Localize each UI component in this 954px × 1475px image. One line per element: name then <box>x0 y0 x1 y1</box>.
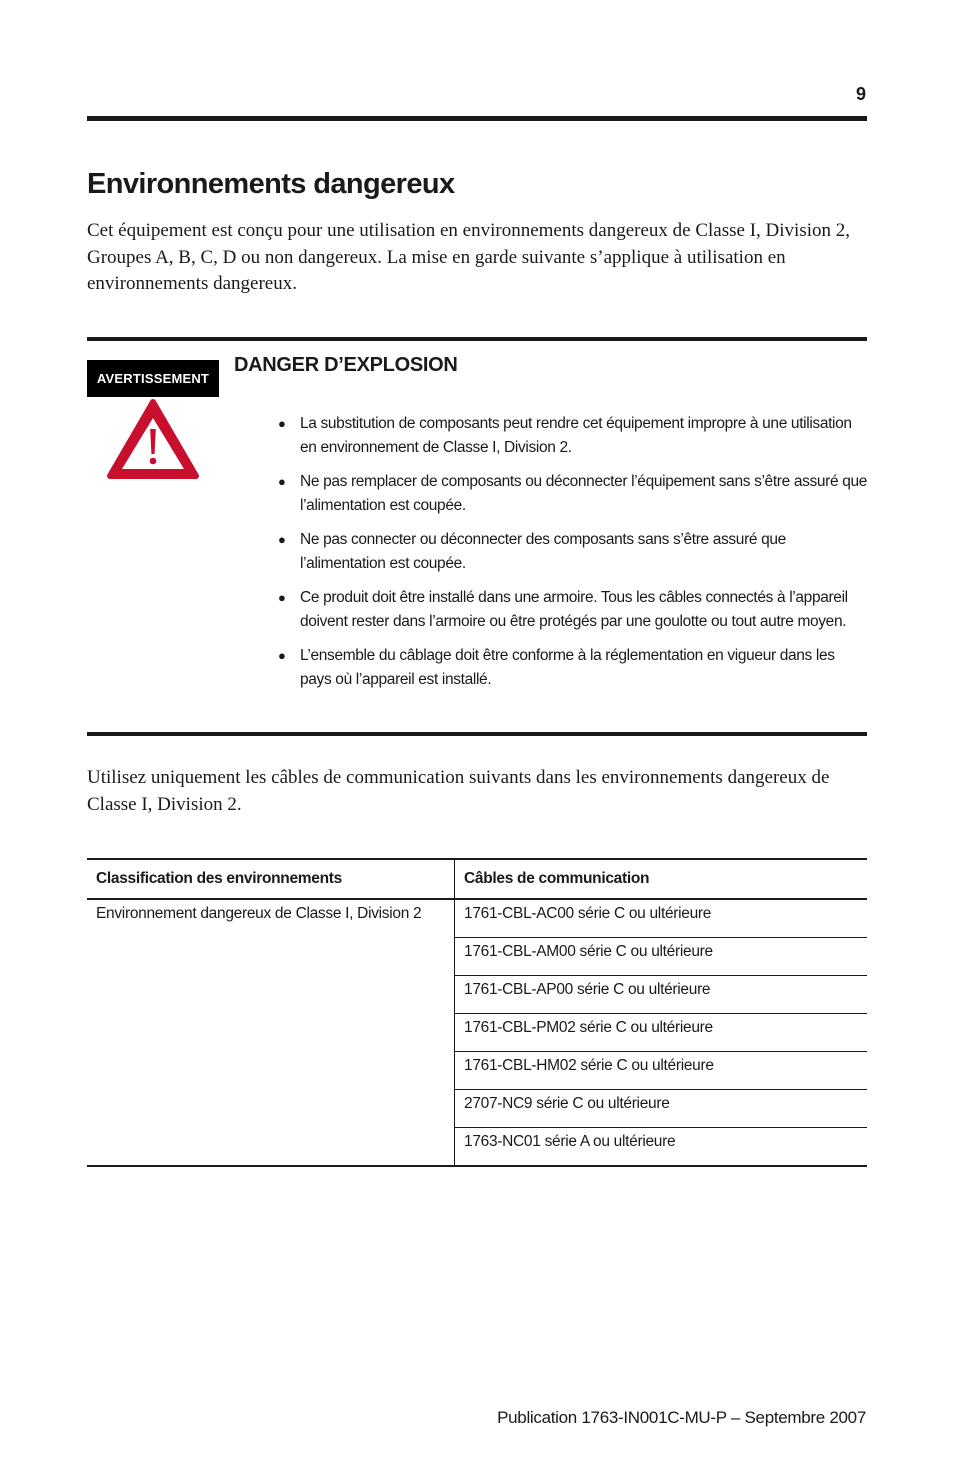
cable-cell: 1761-CBL-AM00 série C ou ultérieure <box>455 938 868 976</box>
intro-paragraph: Cet équipement est conçu pour une utilisation en environnements dangereux de Classe I, Division 2, Groupes A, B, C, D ou non dangereux. La mise en garde suivante s’applique à utilisation en environnements dangereux. <box>87 220 850 294</box>
warning-item <box>278 470 868 518</box>
bullet-icon: ● <box>278 648 286 663</box>
warning-badge: AVERTISSEMENT <box>87 360 219 397</box>
warning-triangle-icon <box>106 398 200 480</box>
environment-cell: Environnement dangereux de Classe I, Division 2 <box>87 899 455 1166</box>
warning-item-text: L’ensemble du câblage doit être conforme à la réglementation en vigueur dans les pays où l’appareil est installé. <box>300 647 835 688</box>
header-classification: Classification des environnements <box>87 859 455 899</box>
warning-item <box>278 644 868 692</box>
cable-cell: 1761-CBL-PM02 série C ou ultérieure <box>455 1014 868 1052</box>
table-header-row <box>87 859 867 899</box>
table-row <box>87 899 867 938</box>
warning-item <box>278 586 868 634</box>
cable-cell: 2707-NC9 série C ou ultérieure <box>455 1090 868 1128</box>
page-number: 9 <box>855 84 866 104</box>
warning-item-text: Ce produit doit être installé dans une armoire. Tous les câbles connectés à l’appareil doivent rester dans l’armoire ou être protégés par une goulotte ou tout autre moyen. <box>300 589 848 630</box>
warning-bottom-rule <box>87 732 867 736</box>
page-title: Environnements dangereux <box>87 168 455 200</box>
bullet-icon: ● <box>278 532 286 547</box>
warning-item-text: Ne pas remplacer de composants ou déconnecter l’équipement sans s’être assuré que l’alimentation est coupée. <box>300 473 868 514</box>
top-rule <box>87 116 867 121</box>
warning-list <box>278 412 868 702</box>
cable-cell: 1761-CBL-AC00 série C ou ultérieure <box>455 899 868 938</box>
cable-cell: 1761-CBL-HM02 série C ou ultérieure <box>455 1052 868 1090</box>
header-cables: Câbles de communication <box>455 859 868 899</box>
publication-footer: Publication 1763-IN001C-MU-P – Septembre 2007 <box>497 1408 866 1427</box>
warning-top-rule <box>87 337 867 341</box>
warning-item-text: La substitution de composants peut rendre cet équipement impropre à une utilisation en environnement de Classe I, Division 2. <box>300 415 852 456</box>
warning-item-text: Ne pas connecter ou déconnecter des composants sans s’être assuré que l’alimentation est coupée. <box>300 531 786 572</box>
warning-item <box>278 412 868 460</box>
warning-heading: DANGER D’EXPLOSION <box>234 354 458 376</box>
warning-item <box>278 528 868 576</box>
cables-table <box>87 858 867 1167</box>
cable-cell: 1763-NC01 série A ou ultérieure <box>455 1128 868 1167</box>
bullet-icon: ● <box>278 474 286 489</box>
cable-cell: 1761-CBL-AP00 série C ou ultérieure <box>455 976 868 1014</box>
bullet-icon: ● <box>278 590 286 605</box>
bullet-icon: ● <box>278 416 286 431</box>
usage-paragraph: Utilisez uniquement les câbles de communication suivants dans les environnements dangereux de Classe I, Division 2. <box>87 767 830 815</box>
